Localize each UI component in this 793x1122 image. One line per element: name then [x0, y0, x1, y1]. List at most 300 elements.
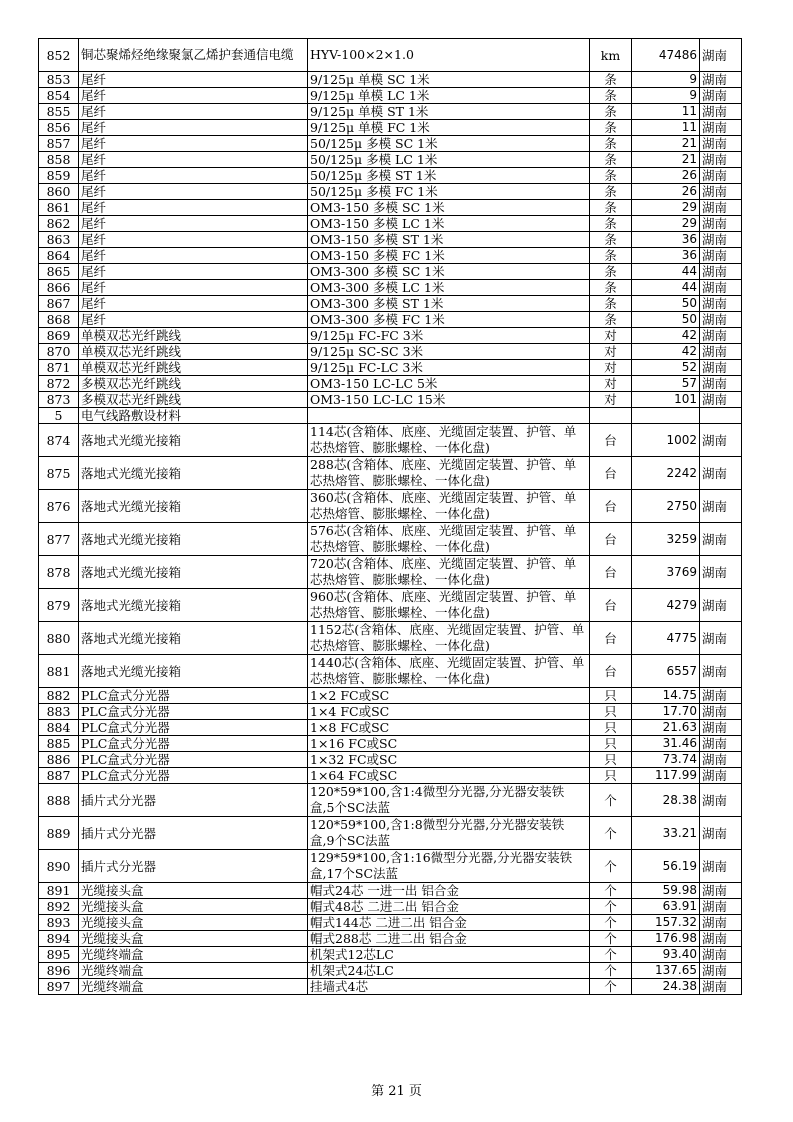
- item-unit: 台: [590, 589, 632, 622]
- item-spec: OM3-300 多模 ST 1米: [308, 296, 590, 312]
- row-number: 859: [39, 168, 79, 184]
- table-row: [39, 168, 742, 184]
- item-price: 11: [632, 120, 700, 136]
- item-name: 落地式光缆光接箱: [79, 655, 308, 688]
- item-region: 湖南: [700, 248, 742, 264]
- item-region: 湖南: [700, 963, 742, 979]
- item-unit: 条: [590, 248, 632, 264]
- item-name: 落地式光缆光接箱: [79, 622, 308, 655]
- item-spec: 帽式144芯 二进二出 铝合金: [308, 915, 590, 931]
- item-price: 17.70: [632, 704, 700, 720]
- item-region: 湖南: [700, 523, 742, 556]
- item-price: 26: [632, 168, 700, 184]
- table-row: [39, 344, 742, 360]
- item-region: 湖南: [700, 104, 742, 120]
- item-name: 光缆终端盒: [79, 979, 308, 995]
- item-spec: OM3-150 多模 ST 1米: [308, 232, 590, 248]
- item-name: 落地式光缆光接箱: [79, 556, 308, 589]
- item-unit: 台: [590, 622, 632, 655]
- row-number: 882: [39, 688, 79, 704]
- item-price: 21: [632, 136, 700, 152]
- item-price: 44: [632, 280, 700, 296]
- item-price: 137.65: [632, 963, 700, 979]
- item-spec: OM3-150 LC-LC 5米: [308, 376, 590, 392]
- item-name: 光缆接头盒: [79, 899, 308, 915]
- item-region: 湖南: [700, 312, 742, 328]
- item-spec: 9/125μ 单模 LC 1米: [308, 88, 590, 104]
- table-row: [39, 152, 742, 168]
- item-price: 36: [632, 248, 700, 264]
- row-number: 894: [39, 931, 79, 947]
- item-unit: 台: [590, 490, 632, 523]
- item-unit: 只: [590, 752, 632, 768]
- row-number: 856: [39, 120, 79, 136]
- row-number: 855: [39, 104, 79, 120]
- table-row: [39, 296, 742, 312]
- item-spec: OM3-300 多模 LC 1米: [308, 280, 590, 296]
- item-name: PLC盒式分光器: [79, 688, 308, 704]
- item-price: 101: [632, 392, 700, 408]
- row-number: 889: [39, 817, 79, 850]
- item-region: 湖南: [700, 232, 742, 248]
- item-price: 117.99: [632, 768, 700, 784]
- item-name: 单模双芯光纤跳线: [79, 328, 308, 344]
- item-region: 湖南: [700, 556, 742, 589]
- item-name: 光缆接头盒: [79, 931, 308, 947]
- item-region: 湖南: [700, 344, 742, 360]
- table-row: [39, 979, 742, 995]
- item-spec: 1×64 FC或SC: [308, 768, 590, 784]
- item-spec: 9/125μ SC-SC 3米: [308, 344, 590, 360]
- item-spec: 1×4 FC或SC: [308, 704, 590, 720]
- item-spec: 1152芯(含箱体、底座、光缆固定装置、护管、单芯热熔管、膨胀螺栓、一体化盘): [308, 622, 590, 655]
- row-number: 877: [39, 523, 79, 556]
- table-row: [39, 736, 742, 752]
- table-row: [39, 392, 742, 408]
- item-region: 湖南: [700, 184, 742, 200]
- row-number: 887: [39, 768, 79, 784]
- item-region: 湖南: [700, 168, 742, 184]
- item-unit: 对: [590, 328, 632, 344]
- row-number: 878: [39, 556, 79, 589]
- item-region: 湖南: [700, 752, 742, 768]
- item-unit: 条: [590, 200, 632, 216]
- item-region: 湖南: [700, 947, 742, 963]
- table-row: [39, 784, 742, 817]
- item-unit: 条: [590, 312, 632, 328]
- item-name: 光缆终端盒: [79, 963, 308, 979]
- item-name: 单模双芯光纤跳线: [79, 344, 308, 360]
- item-price: 4775: [632, 622, 700, 655]
- item-spec: 360芯(含箱体、底座、光缆固定装置、护管、单芯热熔管、膨胀螺栓、一体化盘): [308, 490, 590, 523]
- item-spec: [308, 408, 590, 424]
- row-number: 854: [39, 88, 79, 104]
- item-region: 湖南: [700, 328, 742, 344]
- item-name: 尾纤: [79, 200, 308, 216]
- item-spec: 帽式48芯 二进二出 铝合金: [308, 899, 590, 915]
- row-number: 891: [39, 883, 79, 899]
- item-unit: 条: [590, 264, 632, 280]
- row-number: 880: [39, 622, 79, 655]
- row-number: 857: [39, 136, 79, 152]
- item-price: 93.40: [632, 947, 700, 963]
- item-price: 29: [632, 200, 700, 216]
- item-price: 21: [632, 152, 700, 168]
- item-spec: OM3-150 多模 FC 1米: [308, 248, 590, 264]
- item-unit: 条: [590, 88, 632, 104]
- item-region: 湖南: [700, 655, 742, 688]
- item-price: 21.63: [632, 720, 700, 736]
- item-name: 光缆终端盒: [79, 947, 308, 963]
- item-name: 电气线路敷设材料: [79, 408, 308, 424]
- row-number: 867: [39, 296, 79, 312]
- item-unit: 条: [590, 232, 632, 248]
- item-spec: 288芯(含箱体、底座、光缆固定装置、护管、单芯热熔管、膨胀螺栓、一体化盘): [308, 457, 590, 490]
- item-spec: 960芯(含箱体、底座、光缆固定装置、护管、单芯热熔管、膨胀螺栓、一体化盘): [308, 589, 590, 622]
- item-spec: OM3-150 LC-LC 15米: [308, 392, 590, 408]
- item-unit: 个: [590, 883, 632, 899]
- item-name: 铜芯聚烯烃绝缘聚氯乙烯护套通信电缆: [79, 39, 308, 72]
- table-row: [39, 39, 742, 72]
- row-number: 879: [39, 589, 79, 622]
- table-row: [39, 688, 742, 704]
- table-row: [39, 850, 742, 883]
- item-unit: 台: [590, 556, 632, 589]
- item-price: 33.21: [632, 817, 700, 850]
- item-spec: 9/125μ 单模 FC 1米: [308, 120, 590, 136]
- item-name: 尾纤: [79, 248, 308, 264]
- item-price: 28.38: [632, 784, 700, 817]
- table-row: [39, 915, 742, 931]
- item-unit: 个: [590, 979, 632, 995]
- item-spec: 1×2 FC或SC: [308, 688, 590, 704]
- row-number: 883: [39, 704, 79, 720]
- row-number: 864: [39, 248, 79, 264]
- item-unit: 条: [590, 216, 632, 232]
- item-name: 尾纤: [79, 88, 308, 104]
- item-spec: 9/125μ 单模 SC 1米: [308, 72, 590, 88]
- item-region: 湖南: [700, 899, 742, 915]
- item-spec: 机架式24芯LC: [308, 963, 590, 979]
- item-name: 尾纤: [79, 232, 308, 248]
- item-region: 湖南: [700, 88, 742, 104]
- item-unit: 个: [590, 915, 632, 931]
- item-unit: 只: [590, 768, 632, 784]
- item-region: 湖南: [700, 376, 742, 392]
- table-row: [39, 768, 742, 784]
- item-unit: 对: [590, 344, 632, 360]
- item-unit: 个: [590, 850, 632, 883]
- item-spec: 9/125μ FC-LC 3米: [308, 360, 590, 376]
- item-spec: 129*59*100,含1:16微型分光器,分光器安装铁盒,17个SC法蓝: [308, 850, 590, 883]
- item-region: 湖南: [700, 296, 742, 312]
- item-name: 落地式光缆光接箱: [79, 589, 308, 622]
- item-unit: 对: [590, 392, 632, 408]
- item-name: 光缆接头盒: [79, 883, 308, 899]
- row-number: 853: [39, 72, 79, 88]
- item-spec: 50/125μ 多模 LC 1米: [308, 152, 590, 168]
- item-region: 湖南: [700, 979, 742, 995]
- item-unit: 台: [590, 523, 632, 556]
- item-price: 2242: [632, 457, 700, 490]
- row-number: 868: [39, 312, 79, 328]
- table-row: [39, 931, 742, 947]
- item-price: 29: [632, 216, 700, 232]
- row-number: 886: [39, 752, 79, 768]
- row-number: 890: [39, 850, 79, 883]
- item-name: 尾纤: [79, 168, 308, 184]
- item-spec: 50/125μ 多模 ST 1米: [308, 168, 590, 184]
- item-unit: km: [590, 39, 632, 72]
- item-price: 63.91: [632, 899, 700, 915]
- item-name: PLC盒式分光器: [79, 704, 308, 720]
- table-row: [39, 899, 742, 915]
- item-price: 56.19: [632, 850, 700, 883]
- row-number: 897: [39, 979, 79, 995]
- table-row: [39, 817, 742, 850]
- table-row: [39, 622, 742, 655]
- item-unit: 只: [590, 688, 632, 704]
- item-name: 光缆接头盒: [79, 915, 308, 931]
- item-price: 11: [632, 104, 700, 120]
- price-table: [38, 38, 742, 995]
- row-number: 876: [39, 490, 79, 523]
- item-price: 14.75: [632, 688, 700, 704]
- row-number: 885: [39, 736, 79, 752]
- table-row: [39, 248, 742, 264]
- item-unit: 条: [590, 296, 632, 312]
- item-unit: 台: [590, 457, 632, 490]
- item-region: 湖南: [700, 136, 742, 152]
- item-unit: [590, 408, 632, 424]
- item-price: 31.46: [632, 736, 700, 752]
- item-price: 1002: [632, 424, 700, 457]
- item-region: 湖南: [700, 264, 742, 280]
- item-unit: 个: [590, 931, 632, 947]
- row-number: 865: [39, 264, 79, 280]
- item-region: 湖南: [700, 72, 742, 88]
- page-number: 第 21 页: [371, 1084, 422, 1099]
- table-row: [39, 424, 742, 457]
- item-region: 湖南: [700, 39, 742, 72]
- item-unit: 条: [590, 280, 632, 296]
- table-row: [39, 752, 742, 768]
- item-region: 湖南: [700, 704, 742, 720]
- row-number: 872: [39, 376, 79, 392]
- item-name: 多模双芯光纤跳线: [79, 376, 308, 392]
- item-region: 湖南: [700, 200, 742, 216]
- item-name: 落地式光缆光接箱: [79, 424, 308, 457]
- item-name: 尾纤: [79, 120, 308, 136]
- item-name: 尾纤: [79, 136, 308, 152]
- item-spec: OM3-150 多模 SC 1米: [308, 200, 590, 216]
- table-row: [39, 655, 742, 688]
- table-row: [39, 120, 742, 136]
- item-unit: 对: [590, 376, 632, 392]
- row-number: 852: [39, 39, 79, 72]
- item-region: 湖南: [700, 424, 742, 457]
- item-price: 6557: [632, 655, 700, 688]
- item-region: 湖南: [700, 622, 742, 655]
- item-unit: 条: [590, 72, 632, 88]
- item-spec: 576芯(含箱体、底座、光缆固定装置、护管、单芯热熔管、膨胀螺栓、一体化盘): [308, 523, 590, 556]
- item-name: 尾纤: [79, 280, 308, 296]
- item-price: 26: [632, 184, 700, 200]
- row-number: 866: [39, 280, 79, 296]
- item-name: 尾纤: [79, 104, 308, 120]
- row-number: 873: [39, 392, 79, 408]
- item-spec: HYV-100×2×1.0: [308, 39, 590, 72]
- item-name: 插片式分光器: [79, 817, 308, 850]
- item-price: 44: [632, 264, 700, 280]
- item-unit: 条: [590, 152, 632, 168]
- item-name: PLC盒式分光器: [79, 752, 308, 768]
- item-spec: 120*59*100,含1:4微型分光器,分光器安装铁盒,5个SC法蓝: [308, 784, 590, 817]
- row-number: 893: [39, 915, 79, 931]
- row-number: 896: [39, 963, 79, 979]
- item-spec: OM3-150 多模 LC 1米: [308, 216, 590, 232]
- item-price: 50: [632, 296, 700, 312]
- row-number: 858: [39, 152, 79, 168]
- row-number: 5: [39, 408, 79, 424]
- row-number: 871: [39, 360, 79, 376]
- table-row: [39, 216, 742, 232]
- table-row: [39, 72, 742, 88]
- item-spec: 1×32 FC或SC: [308, 752, 590, 768]
- item-name: 尾纤: [79, 152, 308, 168]
- item-price: [632, 408, 700, 424]
- item-price: 42: [632, 328, 700, 344]
- row-number: 875: [39, 457, 79, 490]
- item-price: 157.32: [632, 915, 700, 931]
- item-region: 湖南: [700, 931, 742, 947]
- item-spec: 1440芯(含箱体、底座、光缆固定装置、护管、单芯热熔管、膨胀螺栓、一体化盘): [308, 655, 590, 688]
- item-price: 3769: [632, 556, 700, 589]
- item-spec: 9/125μ 单模 ST 1米: [308, 104, 590, 120]
- row-number: 869: [39, 328, 79, 344]
- table-row: [39, 704, 742, 720]
- item-unit: 个: [590, 899, 632, 915]
- item-region: 湖南: [700, 120, 742, 136]
- row-number: 888: [39, 784, 79, 817]
- table-row: [39, 408, 742, 424]
- item-unit: 条: [590, 184, 632, 200]
- item-price: 3259: [632, 523, 700, 556]
- item-price: 47486: [632, 39, 700, 72]
- item-name: 尾纤: [79, 216, 308, 232]
- item-price: 59.98: [632, 883, 700, 899]
- item-price: 9: [632, 72, 700, 88]
- table-row: [39, 312, 742, 328]
- item-name: 插片式分光器: [79, 784, 308, 817]
- item-region: 湖南: [700, 280, 742, 296]
- row-number: 892: [39, 899, 79, 915]
- item-unit: 个: [590, 784, 632, 817]
- item-name: 尾纤: [79, 296, 308, 312]
- item-spec: 1×16 FC或SC: [308, 736, 590, 752]
- item-region: 湖南: [700, 883, 742, 899]
- item-price: 73.74: [632, 752, 700, 768]
- item-unit: 只: [590, 736, 632, 752]
- table-row: [39, 232, 742, 248]
- item-price: 36: [632, 232, 700, 248]
- item-spec: 挂墙式4芯: [308, 979, 590, 995]
- item-name: 尾纤: [79, 264, 308, 280]
- table-row: [39, 556, 742, 589]
- item-name: 落地式光缆光接箱: [79, 457, 308, 490]
- table-row: [39, 88, 742, 104]
- item-spec: 帽式288芯 二进二出 铝合金: [308, 931, 590, 947]
- table-row: [39, 883, 742, 899]
- item-spec: 50/125μ 多模 SC 1米: [308, 136, 590, 152]
- item-name: PLC盒式分光器: [79, 768, 308, 784]
- table-row: [39, 963, 742, 979]
- item-unit: 台: [590, 424, 632, 457]
- table-row: [39, 720, 742, 736]
- item-region: 湖南: [700, 688, 742, 704]
- table-row: [39, 947, 742, 963]
- item-unit: 条: [590, 168, 632, 184]
- item-unit: 条: [590, 104, 632, 120]
- item-name: 落地式光缆光接箱: [79, 490, 308, 523]
- item-region: 湖南: [700, 736, 742, 752]
- item-unit: 只: [590, 720, 632, 736]
- item-spec: 帽式24芯 一进一出 铝合金: [308, 883, 590, 899]
- item-region: 湖南: [700, 152, 742, 168]
- table-row: [39, 184, 742, 200]
- item-region: 湖南: [700, 589, 742, 622]
- item-price: 176.98: [632, 931, 700, 947]
- table-row: [39, 264, 742, 280]
- item-region: 湖南: [700, 457, 742, 490]
- item-region: [700, 408, 742, 424]
- row-number: 862: [39, 216, 79, 232]
- item-spec: 50/125μ 多模 FC 1米: [308, 184, 590, 200]
- item-spec: 120*59*100,含1:8微型分光器,分光器安装铁盒,9个SC法蓝: [308, 817, 590, 850]
- item-region: 湖南: [700, 817, 742, 850]
- item-region: 湖南: [700, 360, 742, 376]
- table-row: [39, 589, 742, 622]
- item-name: 落地式光缆光接箱: [79, 523, 308, 556]
- item-spec: 9/125μ FC-FC 3米: [308, 328, 590, 344]
- row-number: 884: [39, 720, 79, 736]
- item-region: 湖南: [700, 720, 742, 736]
- item-name: 尾纤: [79, 312, 308, 328]
- item-price: 4279: [632, 589, 700, 622]
- item-region: 湖南: [700, 768, 742, 784]
- row-number: 881: [39, 655, 79, 688]
- item-price: 9: [632, 88, 700, 104]
- item-spec: 720芯(含箱体、底座、光缆固定装置、护管、单芯热熔管、膨胀螺栓、一体化盘): [308, 556, 590, 589]
- item-unit: 个: [590, 963, 632, 979]
- item-unit: 条: [590, 120, 632, 136]
- table-body: [39, 39, 742, 995]
- row-number: 874: [39, 424, 79, 457]
- item-unit: 只: [590, 704, 632, 720]
- item-unit: 个: [590, 817, 632, 850]
- item-spec: OM3-300 多模 FC 1米: [308, 312, 590, 328]
- item-spec: 1×8 FC或SC: [308, 720, 590, 736]
- item-unit: 个: [590, 947, 632, 963]
- item-region: 湖南: [700, 490, 742, 523]
- table-row: [39, 490, 742, 523]
- item-name: 插片式分光器: [79, 850, 308, 883]
- item-name: PLC盒式分光器: [79, 720, 308, 736]
- table-row: [39, 136, 742, 152]
- item-name: PLC盒式分光器: [79, 736, 308, 752]
- table-row: [39, 523, 742, 556]
- row-number: 861: [39, 200, 79, 216]
